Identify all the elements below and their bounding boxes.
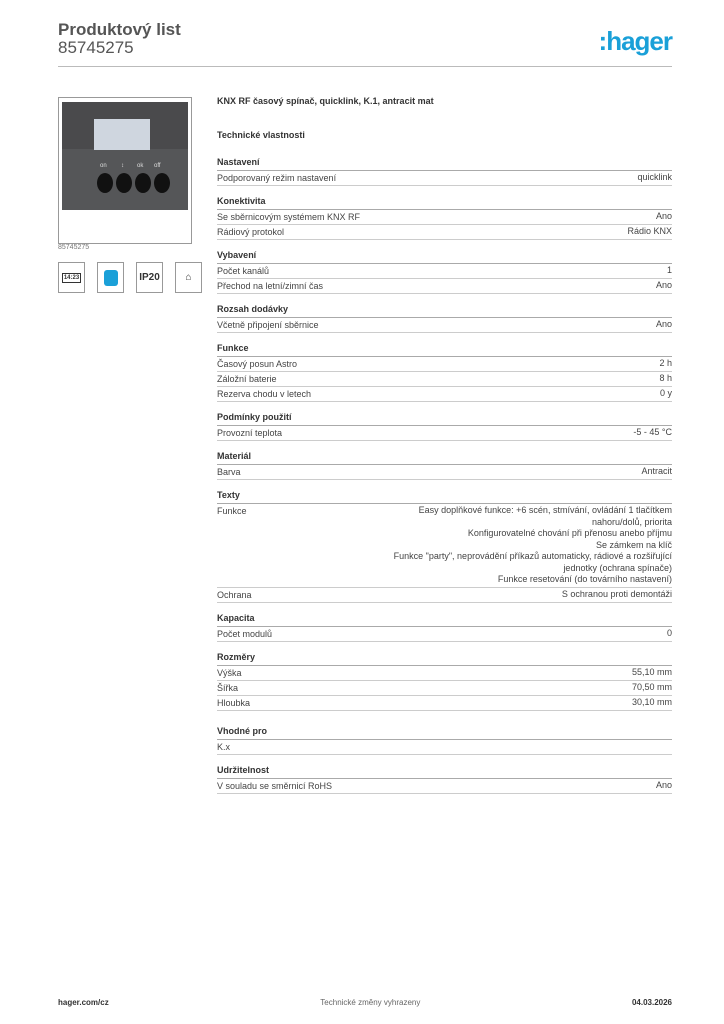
spec-row — [217, 210, 672, 225]
spec-row — [217, 740, 672, 755]
footer-link[interactable]: hager.com/cz — [58, 998, 109, 1007]
spec-row — [217, 279, 672, 294]
spec-value — [637, 171, 672, 185]
footer — [58, 998, 672, 1007]
spec-label: V souladu se směrnicí RoHS — [217, 780, 333, 791]
footer-date: 04.03.2026 — [631, 998, 672, 1007]
spec-row — [217, 696, 672, 711]
spec-label: Podporovaný režim nastavení — [217, 173, 337, 183]
spec-value-line: Ano — [655, 319, 672, 329]
spec-section — [217, 450, 672, 480]
spec-row — [217, 387, 672, 402]
spec-value — [660, 387, 672, 401]
spec-value-line: jednotky (ochrana spínače) — [563, 562, 672, 573]
lcd-display — [94, 119, 150, 150]
spec-label: Hloubka — [217, 697, 251, 708]
spec-row — [217, 779, 672, 794]
spec-label: Provozní teplota — [217, 428, 283, 438]
spec-row — [217, 681, 672, 696]
spec-section — [217, 249, 672, 294]
spec-value — [667, 264, 672, 278]
spec-value-line: 1 — [666, 265, 672, 275]
button-label: ↕ — [121, 163, 124, 169]
device-button — [116, 173, 132, 193]
spec-label: Rádiový protokol — [217, 227, 285, 237]
spec-value — [627, 225, 672, 239]
spec-label: Časový posun Astro — [217, 359, 298, 369]
spec-row — [217, 504, 672, 588]
spec-value — [633, 426, 672, 440]
button-label: on — [100, 163, 107, 169]
spec-value-line: quicklink — [637, 172, 672, 182]
spec-value-line: 0 y — [659, 388, 672, 398]
spec-value — [659, 372, 672, 386]
spec-section — [217, 303, 672, 333]
button-label: ok — [137, 163, 144, 169]
spec-label: Ochrana — [217, 589, 252, 600]
spec-section — [217, 489, 672, 603]
spec-value-line: 0 — [666, 627, 672, 638]
spec-value — [632, 696, 672, 710]
page-title: Produktový list — [58, 20, 181, 39]
device-button — [135, 173, 151, 193]
spec-value — [656, 210, 672, 224]
spec-value-line: Se zámkem na klíč — [595, 539, 672, 550]
section-heading: Nastavení — [217, 156, 672, 171]
spec-value — [656, 279, 672, 293]
section-heading: Podmínky použití — [217, 411, 672, 426]
spec-value-line: 30,10 mm — [631, 696, 672, 707]
section-heading: Udržitelnost — [217, 764, 672, 779]
spec-row — [217, 357, 672, 372]
display-icon: 14:23 — [58, 262, 85, 293]
button-label: off — [154, 163, 161, 169]
section-heading: Texty — [217, 489, 672, 504]
spec-value — [656, 318, 672, 332]
spec-label: Šířka — [217, 682, 239, 693]
spec-value-line: 70,50 mm — [631, 681, 672, 692]
hager-logo: :hager — [598, 26, 672, 56]
spec-value — [656, 779, 672, 793]
spec-value-line: Konfigurovatelné chování při přenosu anebo příjmu — [467, 528, 672, 538]
spec-value-line: Funkce resetování (do továrního nastavení) — [497, 574, 672, 584]
spec-value — [632, 681, 672, 695]
spec-label: Se sběrnicovým systémem KNX RF — [217, 212, 361, 222]
image-code: 85745275 — [58, 244, 90, 251]
device-button — [154, 173, 170, 193]
spec-row — [217, 588, 672, 603]
spec-label: Rezerva chodu v letech — [217, 389, 312, 399]
product-code: 85745275 — [58, 38, 134, 57]
spec-row — [217, 318, 672, 333]
spec-section — [217, 156, 672, 186]
badges — [58, 262, 202, 293]
spec-label: Funkce — [217, 506, 247, 516]
spec-value-line: Funkce "party", neprovádění příkazů automaticky, rádiové a rozšiřující — [393, 551, 672, 561]
spec-label: Barva — [217, 467, 241, 477]
section-heading: Vybavení — [217, 249, 672, 264]
section-heading: Funkce — [217, 342, 672, 357]
spec-value-line: Antracit — [641, 466, 672, 476]
section-heading: Konektivita — [217, 195, 672, 210]
spec-value-line: Ano — [655, 211, 672, 221]
spec-section — [217, 612, 672, 642]
spec-value-line: S ochranou proti demontáži — [561, 588, 672, 599]
spec-section — [217, 195, 672, 240]
spec-label: Výška — [217, 667, 242, 678]
spec-value — [632, 666, 672, 680]
spec-value-line: 55,10 mm — [631, 666, 672, 677]
device-illustration — [62, 102, 188, 210]
footer-note: Technické změny vyhrazeny — [320, 998, 421, 1007]
section-heading: Materiál — [217, 450, 672, 465]
spec-row — [217, 666, 672, 681]
quicklink-icon — [97, 262, 124, 293]
spec-row — [217, 372, 672, 387]
spec-row — [217, 426, 672, 441]
spec-value-line: Easy doplňkové funkce: +6 scén, stmívání, ovládání 1 tlačítkem — [418, 505, 672, 515]
spec-value — [667, 627, 672, 641]
spec-label: Včetně připojení sběrnice — [217, 320, 319, 330]
spec-section — [217, 411, 672, 441]
spec-row — [217, 171, 672, 186]
spec-label: Počet modulů — [217, 628, 273, 639]
spec-value-line: 2 h — [659, 358, 672, 368]
spec-section — [217, 651, 672, 711]
section-heading: Rozsah dodávky — [217, 303, 672, 318]
spec-row — [217, 225, 672, 240]
spec-value — [659, 357, 672, 371]
divider — [58, 66, 672, 67]
section-heading: Rozměry — [217, 651, 672, 666]
spec-value-line: 8 h — [659, 373, 672, 383]
spec-value-line: Ano — [655, 280, 672, 290]
device-button — [97, 173, 113, 193]
ip20-badge: IP20 — [136, 262, 163, 293]
spec-row — [217, 264, 672, 279]
spec-label: Záložní baterie — [217, 374, 277, 384]
section-heading: Kapacita — [217, 612, 672, 627]
product-title: KNX RF časový spínač, quicklink, K.1, antracit mat — [217, 96, 434, 106]
spec-value — [562, 588, 672, 602]
spec-label: K.x — [217, 741, 231, 752]
spec-value — [394, 504, 672, 587]
section-heading: Vhodné pro — [217, 725, 672, 740]
tech-heading: Technické vlastnosti — [217, 130, 305, 140]
installation-icon: ⌂ — [175, 262, 202, 293]
spec-section — [217, 764, 672, 794]
spec-content — [217, 96, 672, 803]
spec-section — [217, 342, 672, 402]
product-image — [58, 97, 192, 244]
spec-label: Počet kanálů — [217, 266, 270, 276]
spec-section — [217, 725, 672, 755]
spec-row — [217, 627, 672, 642]
spec-value-line: nahoru/dolů, priorita — [591, 516, 672, 527]
spec-value-line: Rádio KNX — [627, 226, 672, 236]
spec-label: Přechod na letní/zimní čas — [217, 281, 324, 291]
spec-value-line: -5 - 45 °C — [633, 427, 672, 437]
spec-value-line: Ano — [655, 779, 672, 790]
spec-row — [217, 465, 672, 480]
spec-value — [641, 465, 672, 479]
